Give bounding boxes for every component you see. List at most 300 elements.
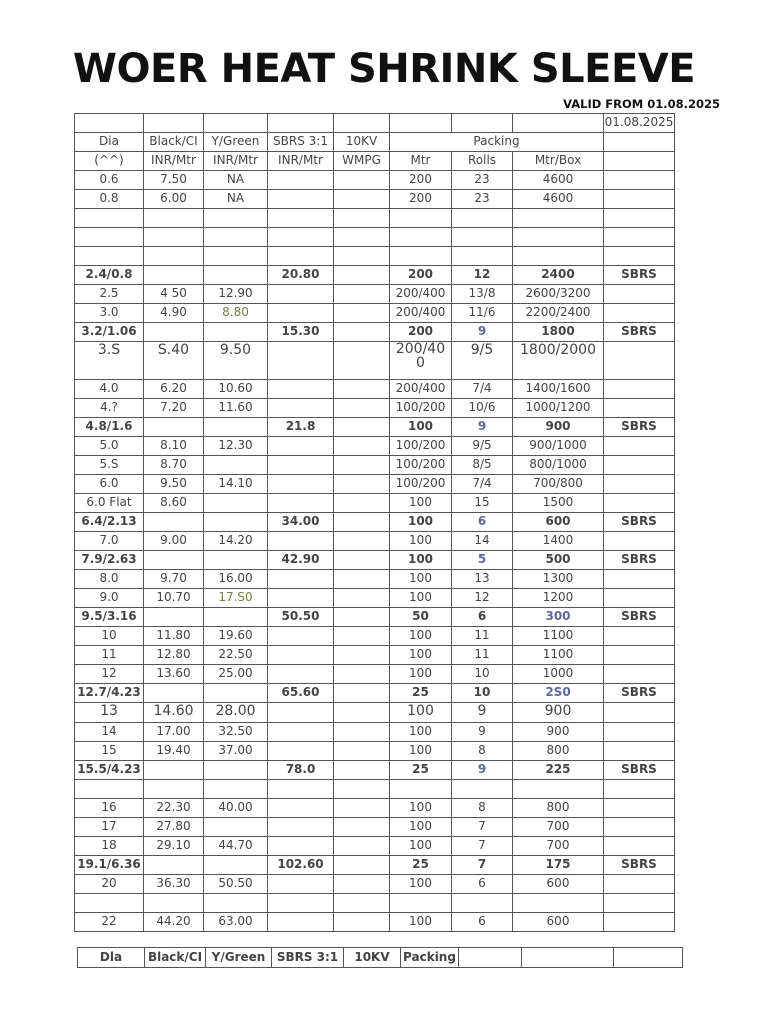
table-cell: 42.90 xyxy=(268,551,334,570)
table-cell: 23 xyxy=(452,171,513,190)
header-unit: WMPG xyxy=(334,152,390,171)
table-cell: 800 xyxy=(513,799,604,818)
table-cell: 100 xyxy=(390,646,452,665)
table-cell xyxy=(268,723,334,742)
price-table xyxy=(74,113,675,932)
table-cell: SBRS xyxy=(604,684,675,703)
table-cell: 200 xyxy=(390,171,452,190)
table-cell: 175 xyxy=(513,856,604,875)
table-cell: 4600 xyxy=(513,190,604,209)
table-cell xyxy=(268,837,334,856)
table-cell: 14.10 xyxy=(204,475,268,494)
dia-cell: 3.2/1.06 xyxy=(75,323,144,342)
table-row xyxy=(75,665,675,684)
table-cell: 50.50 xyxy=(204,875,268,894)
table-row xyxy=(75,399,675,418)
table-cell xyxy=(334,646,390,665)
dia-cell xyxy=(75,780,144,799)
dia-cell: 18 xyxy=(75,837,144,856)
table-cell: 28.00 xyxy=(204,703,268,723)
table-cell: 21.8 xyxy=(268,418,334,437)
table-cell: SBRS xyxy=(604,323,675,342)
table-cell: 800 xyxy=(513,742,604,761)
dia-cell: 7.9/2.63 xyxy=(75,551,144,570)
table-row xyxy=(75,761,675,780)
table-cell: 9 xyxy=(452,418,513,437)
table-cell xyxy=(390,247,452,266)
table-cell: SBRS xyxy=(604,608,675,627)
table-cell xyxy=(334,323,390,342)
table-cell: 10.60 xyxy=(204,380,268,399)
table-cell xyxy=(334,913,390,932)
table-row xyxy=(75,627,675,646)
dia-cell: 4.? xyxy=(75,399,144,418)
table-cell: 100 xyxy=(390,589,452,608)
table-cell xyxy=(204,494,268,513)
table-cell: 100 xyxy=(390,665,452,684)
dia-cell: 5.S xyxy=(75,456,144,475)
table-cell xyxy=(268,380,334,399)
table-cell xyxy=(334,742,390,761)
table-cell xyxy=(452,209,513,228)
table-row xyxy=(75,875,675,894)
table-cell: 14.60 xyxy=(144,703,204,723)
table-cell xyxy=(144,266,204,285)
table-cell: 4 50 xyxy=(144,285,204,304)
table-row xyxy=(75,570,675,589)
table-cell: 102.60 xyxy=(268,856,334,875)
table-cell xyxy=(334,875,390,894)
table-cell: 900 xyxy=(513,723,604,742)
table-cell xyxy=(604,703,675,723)
table-cell xyxy=(334,513,390,532)
dia-cell: 15.5/4.23 xyxy=(75,761,144,780)
header-unit: INR/Mtr xyxy=(268,152,334,171)
header-dia: Dia xyxy=(75,133,144,152)
table-cell: 100 xyxy=(390,494,452,513)
table-cell xyxy=(334,627,390,646)
table-cell xyxy=(604,532,675,551)
table-cell xyxy=(204,323,268,342)
table-cell xyxy=(452,780,513,799)
table-cell xyxy=(144,247,204,266)
table-cell: 100 xyxy=(390,837,452,856)
table-row xyxy=(75,684,675,703)
table-cell: 200/400 xyxy=(390,285,452,304)
table-row xyxy=(75,513,675,532)
table-cell xyxy=(513,228,604,247)
table-cell xyxy=(334,818,390,837)
table-cell xyxy=(604,589,675,608)
dia-cell: 2.4/0.8 xyxy=(75,266,144,285)
table-cell xyxy=(334,551,390,570)
table-cell: 100 xyxy=(390,875,452,894)
table-cell: 22.30 xyxy=(144,799,204,818)
dia-cell: 22 xyxy=(75,913,144,932)
table-cell xyxy=(604,894,675,913)
table-cell xyxy=(268,247,334,266)
table-cell xyxy=(204,608,268,627)
table-cell xyxy=(268,437,334,456)
table-cell: 100/200 xyxy=(390,475,452,494)
dia-cell: 4.0 xyxy=(75,380,144,399)
table-cell xyxy=(204,418,268,437)
table-cell: 100/200 xyxy=(390,437,452,456)
valid-from-label: VALID FROM 01.08.2025 xyxy=(563,97,720,111)
table-cell xyxy=(268,209,334,228)
table-cell: 1200 xyxy=(513,589,604,608)
table-row xyxy=(75,703,675,723)
header-cell xyxy=(144,114,204,133)
table-cell xyxy=(268,399,334,418)
table-cell xyxy=(204,513,268,532)
table-cell: 900 xyxy=(513,418,604,437)
dia-cell: 0.8 xyxy=(75,190,144,209)
table-cell: 25.00 xyxy=(204,665,268,684)
table-row xyxy=(75,380,675,399)
footer-row xyxy=(78,948,683,968)
table-cell: SBRS xyxy=(604,856,675,875)
table-cell xyxy=(268,627,334,646)
table-cell: 100 xyxy=(390,627,452,646)
table-cell: 10/6 xyxy=(452,399,513,418)
table-cell xyxy=(334,856,390,875)
table-cell: SBRS xyxy=(604,418,675,437)
table-cell xyxy=(604,380,675,399)
table-cell: 500 xyxy=(513,551,604,570)
table-cell: 17.00 xyxy=(144,723,204,742)
table-cell xyxy=(604,780,675,799)
table-cell: 1800 xyxy=(513,323,604,342)
table-row xyxy=(75,532,675,551)
header-10kv: 10KV xyxy=(334,133,390,152)
table-cell xyxy=(334,456,390,475)
table-cell: 200/40 0 xyxy=(390,342,452,380)
table-cell: 6 xyxy=(452,513,513,532)
table-cell: 1300 xyxy=(513,570,604,589)
table-row xyxy=(75,418,675,437)
table-row xyxy=(75,437,675,456)
table-cell xyxy=(144,551,204,570)
table-cell xyxy=(268,570,334,589)
header-unit: INR/Mtr xyxy=(204,152,268,171)
table-row xyxy=(75,266,675,285)
table-cell: 44.70 xyxy=(204,837,268,856)
dia-cell xyxy=(75,247,144,266)
table-cell xyxy=(204,247,268,266)
table-cell xyxy=(268,665,334,684)
dia-cell: 6.4/2.13 xyxy=(75,513,144,532)
table-cell xyxy=(604,837,675,856)
table-cell xyxy=(334,837,390,856)
table-cell: 9 xyxy=(452,761,513,780)
table-cell: 78.0 xyxy=(268,761,334,780)
dia-cell: 12 xyxy=(75,665,144,684)
table-row xyxy=(75,913,675,932)
header-ygreen: Y/Green xyxy=(204,133,268,152)
footer-cell: Dla xyxy=(78,948,145,968)
dia-cell xyxy=(75,209,144,228)
header-sbrs: SBRS 3:1 xyxy=(268,133,334,152)
table-cell: 7 xyxy=(452,818,513,837)
table-cell: 25 xyxy=(390,684,452,703)
table-cell xyxy=(604,190,675,209)
table-cell: S.40 xyxy=(144,342,204,380)
table-cell: 29.10 xyxy=(144,837,204,856)
header-black: Black/CI xyxy=(144,133,204,152)
table-cell: 65.60 xyxy=(268,684,334,703)
table-row xyxy=(75,190,675,209)
table-cell: 40.00 xyxy=(204,799,268,818)
table-cell: 6 xyxy=(452,875,513,894)
table-cell xyxy=(144,323,204,342)
header-cell xyxy=(268,114,334,133)
table-cell xyxy=(390,228,452,247)
table-cell: 15 xyxy=(452,494,513,513)
dia-cell: 3.S xyxy=(75,342,144,380)
table-row xyxy=(75,209,675,228)
table-cell xyxy=(452,894,513,913)
table-cell xyxy=(604,171,675,190)
table-cell: 100 xyxy=(390,418,452,437)
table-cell xyxy=(268,494,334,513)
table-cell: 100 xyxy=(390,799,452,818)
footer-cell: Y/Green xyxy=(206,948,272,968)
table-cell: 12.30 xyxy=(204,437,268,456)
dia-cell: 12.7/4.23 xyxy=(75,684,144,703)
table-cell xyxy=(268,532,334,551)
header-cell xyxy=(390,114,452,133)
dia-cell: 14 xyxy=(75,723,144,742)
table-cell xyxy=(513,247,604,266)
table-cell: 700 xyxy=(513,837,604,856)
table-cell: 12 xyxy=(452,266,513,285)
table-cell xyxy=(604,456,675,475)
table-cell xyxy=(604,799,675,818)
table-cell: 200 xyxy=(390,323,452,342)
table-row xyxy=(75,799,675,818)
footer-cell xyxy=(522,948,614,968)
table-cell: 8.60 xyxy=(144,494,204,513)
header-date-cell: 01.08.2025 xyxy=(604,114,675,133)
header-unit: Rolls xyxy=(452,152,513,171)
header-cell xyxy=(75,114,144,133)
table-cell: 10.70 xyxy=(144,589,204,608)
table-cell: 800/1000 xyxy=(513,456,604,475)
table-cell: 100 xyxy=(390,723,452,742)
table-row xyxy=(75,837,675,856)
dia-cell: 10 xyxy=(75,627,144,646)
table-cell: SBRS xyxy=(604,551,675,570)
table-cell: 2400 xyxy=(513,266,604,285)
table-cell: 1000/1200 xyxy=(513,399,604,418)
table-cell xyxy=(268,342,334,380)
table-cell xyxy=(334,799,390,818)
table-cell: 9.00 xyxy=(144,532,204,551)
table-row xyxy=(75,475,675,494)
table-cell: 600 xyxy=(513,875,604,894)
footer-cell xyxy=(614,948,683,968)
page-title: WOER HEAT SHRINK SLEEVE xyxy=(72,46,696,92)
table-row xyxy=(75,494,675,513)
table-cell xyxy=(204,856,268,875)
table-cell xyxy=(604,494,675,513)
dia-cell: 16 xyxy=(75,799,144,818)
table-cell xyxy=(604,646,675,665)
table-cell: 100 xyxy=(390,742,452,761)
table-cell: 14.20 xyxy=(204,532,268,551)
table-cell xyxy=(334,304,390,323)
dia-cell: 0.6 xyxy=(75,171,144,190)
header-unit xyxy=(604,152,675,171)
table-cell: SBRS xyxy=(604,761,675,780)
table-cell: 7/4 xyxy=(452,380,513,399)
table-cell: 7.20 xyxy=(144,399,204,418)
table-cell xyxy=(334,209,390,228)
header-row-date xyxy=(75,114,675,133)
table-row xyxy=(75,780,675,799)
table-row xyxy=(75,818,675,837)
header-cell xyxy=(604,133,675,152)
table-cell: 19.60 xyxy=(204,627,268,646)
table-cell: 32.50 xyxy=(204,723,268,742)
table-cell xyxy=(334,780,390,799)
table-cell xyxy=(604,913,675,932)
table-cell: 34.00 xyxy=(268,513,334,532)
table-cell xyxy=(204,551,268,570)
table-row xyxy=(75,894,675,913)
header-row-units xyxy=(75,152,675,171)
table-cell xyxy=(268,646,334,665)
dia-cell: 2.5 xyxy=(75,285,144,304)
table-cell: 225 xyxy=(513,761,604,780)
table-cell xyxy=(604,285,675,304)
table-row xyxy=(75,856,675,875)
table-cell xyxy=(513,209,604,228)
table-cell: 8.80 xyxy=(204,304,268,323)
table-cell xyxy=(334,665,390,684)
table-cell: 9/5 xyxy=(452,342,513,380)
table-cell: 9.50 xyxy=(144,475,204,494)
table-cell: 27.80 xyxy=(144,818,204,837)
table-cell: 25 xyxy=(390,856,452,875)
table-cell: 900/1000 xyxy=(513,437,604,456)
dia-cell: 6.0 Flat xyxy=(75,494,144,513)
table-cell xyxy=(144,608,204,627)
table-cell xyxy=(604,247,675,266)
table-cell: 9 xyxy=(452,723,513,742)
table-cell: 900 xyxy=(513,703,604,723)
table-cell: 600 xyxy=(513,913,604,932)
table-cell: 200 xyxy=(390,266,452,285)
table-cell: 2200/2400 xyxy=(513,304,604,323)
table-row xyxy=(75,456,675,475)
table-row xyxy=(75,723,675,742)
dia-cell: 4.8/1.6 xyxy=(75,418,144,437)
table-cell: 4600 xyxy=(513,171,604,190)
footer-cell: 10KV xyxy=(344,948,401,968)
table-row xyxy=(75,589,675,608)
table-cell: 700 xyxy=(513,818,604,837)
table-cell: 63.00 xyxy=(204,913,268,932)
table-row xyxy=(75,323,675,342)
table-cell: 13.60 xyxy=(144,665,204,684)
header-packing: Packing xyxy=(390,133,604,152)
footer-cell: SBRS 3:1 xyxy=(272,948,344,968)
table-cell: 25 xyxy=(390,761,452,780)
table-cell xyxy=(268,190,334,209)
table-row xyxy=(75,551,675,570)
table-cell xyxy=(604,342,675,380)
header-unit: (^^) xyxy=(75,152,144,171)
table-cell xyxy=(268,171,334,190)
dia-cell: 11 xyxy=(75,646,144,665)
table-cell xyxy=(334,475,390,494)
table-cell: 9.70 xyxy=(144,570,204,589)
table-cell xyxy=(604,304,675,323)
table-cell: 100 xyxy=(390,703,452,723)
dia-cell: 8.0 xyxy=(75,570,144,589)
table-cell xyxy=(268,780,334,799)
table-cell xyxy=(334,285,390,304)
table-cell xyxy=(268,285,334,304)
table-cell: 100 xyxy=(390,551,452,570)
table-cell: 2600/3200 xyxy=(513,285,604,304)
table-cell: SBRS xyxy=(604,266,675,285)
table-cell xyxy=(604,437,675,456)
table-cell xyxy=(604,228,675,247)
header-row-labels xyxy=(75,133,675,152)
table-cell: 23 xyxy=(452,190,513,209)
table-cell xyxy=(144,856,204,875)
table-cell: 13 xyxy=(452,570,513,589)
table-cell xyxy=(604,627,675,646)
table-cell xyxy=(144,894,204,913)
dia-cell: 20 xyxy=(75,875,144,894)
table-cell: SBRS xyxy=(604,513,675,532)
table-cell: 11.60 xyxy=(204,399,268,418)
table-cell xyxy=(204,456,268,475)
footer-cell: Packing xyxy=(401,948,459,968)
table-cell: 2S0 xyxy=(513,684,604,703)
table-cell: 1400/1600 xyxy=(513,380,604,399)
table-cell xyxy=(144,209,204,228)
table-cell xyxy=(334,684,390,703)
table-cell xyxy=(268,913,334,932)
table-cell xyxy=(604,742,675,761)
table-cell: 9 xyxy=(452,703,513,723)
table-cell xyxy=(204,266,268,285)
header-unit: Mtr/Box xyxy=(513,152,604,171)
table-cell: 8.10 xyxy=(144,437,204,456)
table-cell xyxy=(334,437,390,456)
table-cell xyxy=(604,399,675,418)
table-cell: 8.70 xyxy=(144,456,204,475)
table-cell xyxy=(204,228,268,247)
header-unit: Mtr xyxy=(390,152,452,171)
table-cell xyxy=(204,894,268,913)
table-cell xyxy=(604,723,675,742)
table-cell: 7 xyxy=(452,837,513,856)
table-cell: 600 xyxy=(513,513,604,532)
table-cell: 6 xyxy=(452,913,513,932)
table-cell: 9/5 xyxy=(452,437,513,456)
table-cell: 17.S0 xyxy=(204,589,268,608)
table-cell xyxy=(334,342,390,380)
table-cell: 6.00 xyxy=(144,190,204,209)
table-cell xyxy=(334,894,390,913)
table-cell xyxy=(268,304,334,323)
